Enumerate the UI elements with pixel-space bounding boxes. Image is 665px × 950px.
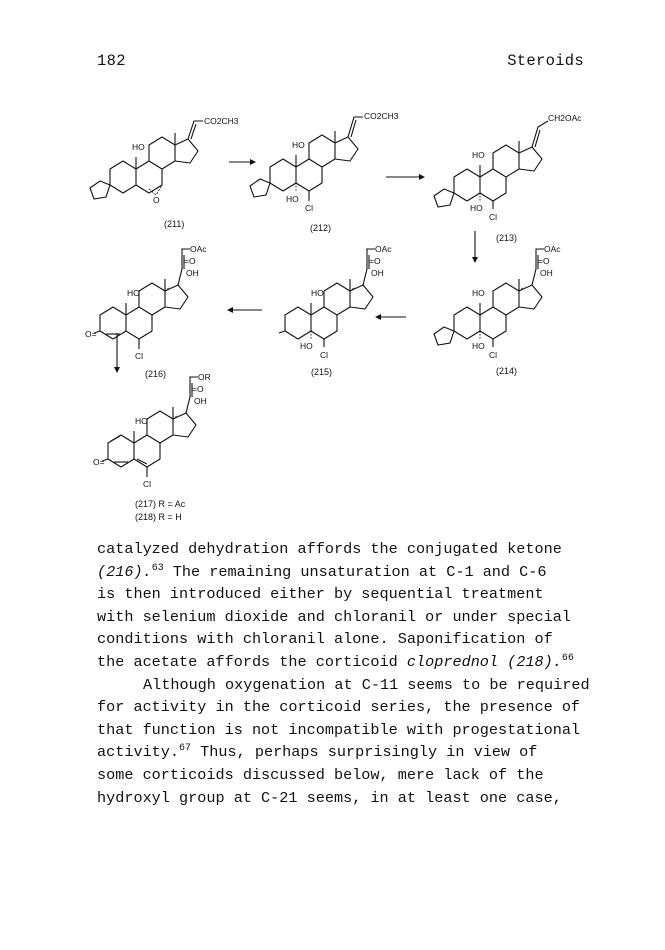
body-text (97, 538, 607, 809)
compound-215 (279, 244, 392, 377)
text-line: that function is not incompatible with progestational (97, 720, 581, 739)
arrow-head (472, 257, 478, 263)
group-label: CO2CH3 (204, 116, 239, 126)
compound-label: (215) (311, 367, 333, 377)
group-label: HO (472, 288, 485, 298)
group-label: HO (132, 142, 145, 152)
footnote-ref: 67 (179, 743, 192, 755)
compound-reference: cloprednol (218). (406, 652, 562, 671)
text-line: with selenium dioxide and chloranil or under special (97, 607, 571, 626)
group-label: Cl (143, 479, 152, 489)
footnote-ref: 63 (151, 562, 164, 574)
group-label: OAc (375, 244, 392, 254)
text-line: The remaining unsaturation at C-1 and C-6 (163, 562, 547, 581)
group-label: CO2CH3 (364, 111, 399, 121)
group-label: OR (198, 372, 211, 382)
group-label: OAc (544, 244, 561, 254)
text-line: hydroxyl group at C-21 seems, in at least one case, (97, 788, 562, 807)
compound-211 (90, 116, 239, 229)
group-label: OH (371, 268, 384, 278)
text-line: the acetate affords the corticoid (97, 652, 407, 671)
group-label: Cl (305, 203, 314, 213)
group-label: OH (540, 268, 553, 278)
page-number: 182 (97, 52, 126, 70)
compound-212 (250, 111, 399, 233)
compound-reference: (216). (97, 562, 152, 581)
arrow-head (250, 159, 256, 165)
text-line: conditions with chloranil alone. Saponification of (97, 630, 553, 649)
group-label: OH (186, 268, 199, 278)
group-label: HO (135, 416, 148, 426)
text-line: Although oxygenation at C-11 seems to be required (143, 675, 590, 694)
compound-label: (214) (496, 366, 518, 376)
group-label: HO (292, 140, 305, 150)
group-label: HO (127, 288, 140, 298)
running-head: Steroids (507, 52, 584, 70)
paragraph (97, 538, 607, 674)
group-label: =O (369, 256, 381, 266)
group-label: OAc (190, 244, 207, 254)
compound-216 (85, 244, 207, 379)
group-label: HO (472, 150, 485, 160)
arrow-head (114, 367, 120, 373)
paragraph (97, 674, 607, 810)
group-label: CH2OAc (548, 113, 582, 123)
reaction-scheme (85, 95, 610, 535)
text-line: is then introduced either by sequential treatment (97, 585, 544, 604)
compound-label: (213) (496, 233, 518, 243)
footnote-ref: 66 (561, 652, 574, 664)
arrow-head (375, 314, 381, 320)
text-line: activity. (97, 743, 180, 762)
compound-217-218 (93, 372, 211, 489)
text-line: Thus, perhaps surprisingly in view of (191, 743, 538, 762)
compound-label: (216) (145, 369, 167, 379)
group-label: HO (472, 341, 485, 351)
group-label: HO (470, 203, 483, 213)
compound-label: (211) (164, 219, 185, 229)
group-label: =O (192, 384, 204, 394)
compound-214 (434, 244, 561, 376)
text-line: some corticoids discussed below, mere lack of the (97, 765, 544, 784)
group-label: =O (538, 256, 550, 266)
group-label: O (153, 195, 160, 205)
group-label: HO (286, 194, 299, 204)
r-definition: (218) R = H (135, 512, 182, 522)
compound-label: (212) (310, 223, 332, 233)
arrow-head (419, 174, 425, 180)
r-definition: (217) R = Ac (135, 499, 186, 509)
text-line: for activity in the corticoid series, the presence of (97, 698, 581, 717)
group-label: Cl (489, 350, 498, 360)
group-label: =O (184, 256, 196, 266)
compound-213 (434, 113, 582, 243)
group-label: Cl (489, 212, 498, 222)
group-label: Cl (135, 351, 144, 361)
arrow-head (227, 307, 233, 313)
group-label: HO (300, 341, 313, 351)
group-label: O= (93, 457, 105, 467)
text-line: catalyzed dehydration affords the conjugated ketone (97, 540, 562, 558)
group-label: Cl (320, 350, 329, 360)
group-label: OH (194, 396, 207, 406)
group-label: O= (85, 329, 97, 339)
group-label: HO (311, 288, 324, 298)
